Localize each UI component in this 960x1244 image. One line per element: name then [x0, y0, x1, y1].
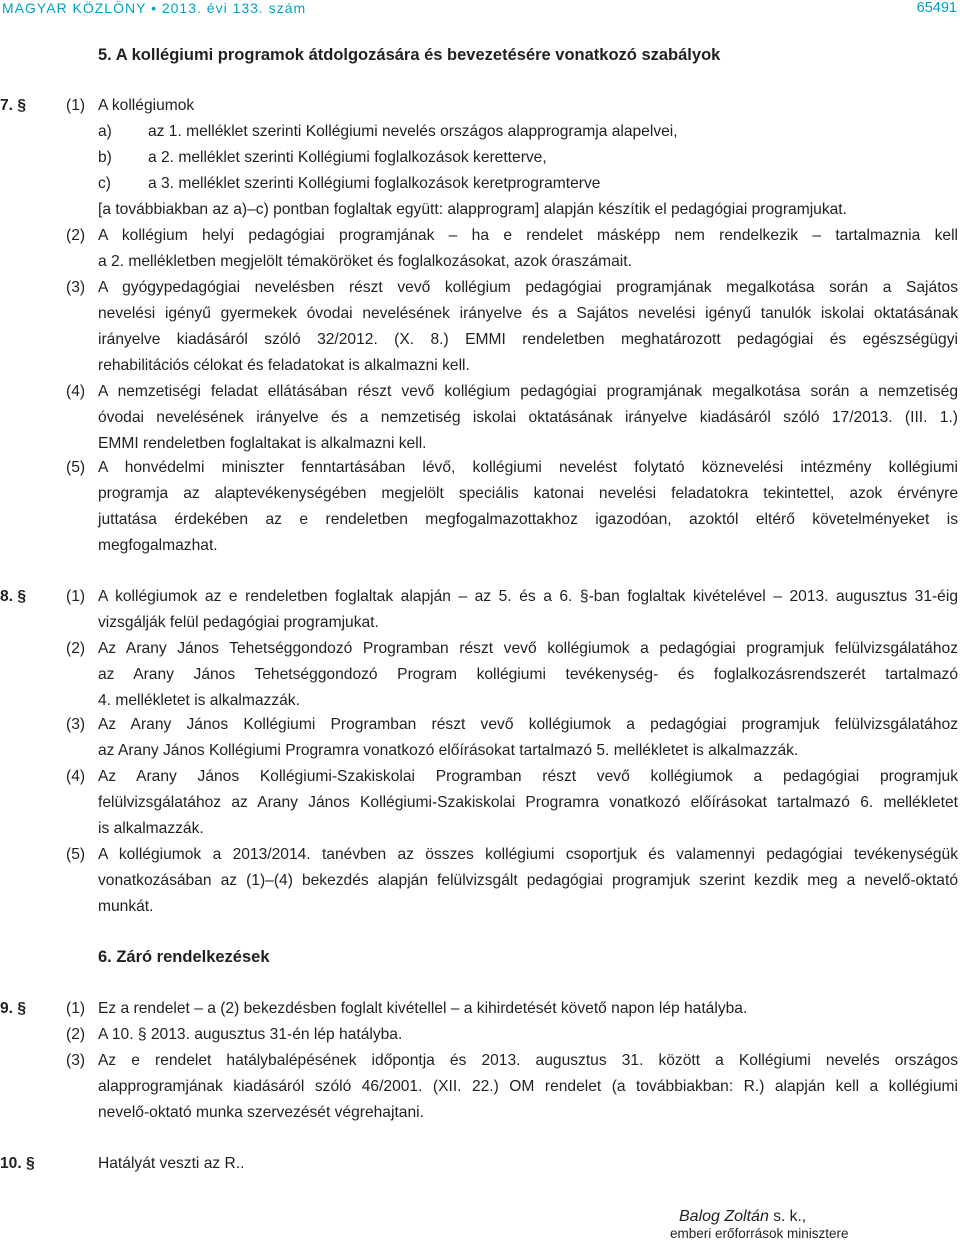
paragraph-number: 7. §	[0, 97, 27, 114]
text-line: az Arany János Tehetséggondozó Program kollégiumi tevékenység- és foglalkozásrendszerét tartalmazó	[98, 666, 958, 683]
subsection-label: (3)	[66, 1052, 86, 1069]
text-line: Az e rendelet hatálybalépésének időpontja és 2013. augusztus 31. között a Kollégiumi nevelés országos	[98, 1052, 958, 1069]
paragraph-number: 8. §	[0, 588, 27, 605]
text-line: A kollégiumok a 2013/2014. tanévben az összes kollégiumi csoportjuk és valamennyi pedagógiai tevékenységük	[98, 846, 958, 863]
subsection-label: (1)	[66, 588, 86, 605]
signatory-name: Balog Zoltán	[679, 1208, 769, 1225]
subsection-label: (3)	[66, 279, 86, 296]
text-line: a 2. mellékletben megjelölt témaköröket és foglalkozásokat, azok óraszámait.	[98, 253, 632, 270]
text-line: A kollégiumok az e rendeletben foglaltak alapján – az 5. és a 6. §-ban foglaltak kivételével – 2013. augusztus 31-éig	[98, 588, 958, 605]
point-label: a)	[98, 123, 112, 140]
subsection-label: (3)	[66, 716, 86, 733]
text-line: vonatkozásában az (1)–(4) bekezdés alapján felülvizsgált pedagógiai programjuk szerint kezdik meg a nevelő-oktató	[98, 872, 958, 889]
text-line: EMMI rendeletben foglaltakat is alkalmazni kell.	[98, 435, 427, 452]
section-heading-6: 6. Záró rendelkezések	[98, 948, 270, 966]
subsection-label: (1)	[66, 97, 86, 114]
text-line: A gyógypedagógiai nevelésben részt vevő kollégium pedagógiai programjának megalkotása során a Sajátos	[98, 279, 958, 296]
point-text: a 3. melléklet szerinti Kollégiumi foglalkozások keretprogramterve	[148, 175, 601, 192]
text-line: rehabilitációs célokat és feladatokat is alkalmazni kell.	[98, 357, 470, 374]
text-line: vizsgálják felül pedagógiai programjukat.	[98, 614, 379, 631]
text-line: nevelő-oktató munka szervezését végrehajtani.	[98, 1104, 424, 1121]
signature-suffix: s. k.,	[773, 1208, 807, 1225]
text-line: munkát.	[98, 898, 154, 915]
text-line: Hatályát veszti az R..	[98, 1155, 245, 1172]
text-line: Az Arany János Tehetséggondozó Programban részt vevő kollégiumok a pedagógiai programjuk felülvizsgálatához	[98, 640, 958, 657]
point-text: a 2. melléklet szerinti Kollégiumi foglalkozások keretterve,	[148, 149, 547, 166]
text-line: Ez a rendelet – a (2) bekezdésben foglalt kivétellel – a kihirdetését követő napon lép hatályba.	[98, 1000, 748, 1017]
section-heading-5: 5. A kollégiumi programok átdolgozására és bevezetésére vonatkozó szabályok	[98, 46, 721, 64]
subsection-label: (5)	[66, 459, 86, 476]
point-label: c)	[98, 175, 111, 192]
subsection-label: (2)	[66, 1026, 86, 1043]
text-line: Az Arany János Kollégiumi Programban részt vevő kollégiumok a pedagógiai programjuk felülvizsgálatához	[98, 716, 958, 733]
paragraph-number: 10. §	[0, 1155, 35, 1172]
text-line: is alkalmazzák.	[98, 820, 204, 837]
text-line: programja az alaptevékenységében megjelölt speciális katonai nevelési feladatokra tekintettel, azok érvényre	[98, 485, 958, 502]
subsection-label: (1)	[66, 1000, 86, 1017]
text-line: A 10. § 2013. augusztus 31-én lép hatályba.	[98, 1026, 403, 1043]
subsection-text: A kollégiumok	[98, 97, 195, 114]
text-line: felülvizsgálatához az Arany János Kollégiumi-Szakiskolai Programra vonatkozó előírásokat tartalmazó 6. mellékletet	[98, 794, 958, 811]
paragraph-number: 9. §	[0, 1000, 27, 1017]
point-text: az 1. melléklet szerinti Kollégiumi nevelés országos alapprogramja alapelvei,	[148, 123, 678, 140]
text-line: A honvédelmi miniszter fenntartásában lévő, kollégiumi nevelést folytató köznevelési intézmény kollégiumi	[98, 459, 958, 476]
subsection-text: [a továbbiakban az a)–c) pontban foglaltak együtt: alapprogram] alapján készítik el pedagógiai programjukat.	[98, 201, 847, 218]
page-number: 65491	[916, 0, 957, 16]
text-line: óvodai nevelésének irányelve és a nemzetiség iskolai oktatásának irányelve kiadásáról szóló 17/2013. (III. 1.)	[98, 409, 958, 426]
text-line: az Arany János Kollégiumi Programra vonatkozó előírásokat tartalmazó 5. mellékletet is alkalmazzák.	[98, 742, 799, 759]
text-line: megfogalmazhat.	[98, 537, 218, 554]
journal-title: MAGYAR KÖZLÖNY • 2013. évi 133. szám	[2, 0, 307, 16]
signatory-title: emberi erőforrások minisztere	[670, 1226, 849, 1241]
page-header	[0, 0, 960, 22]
subsection-label: (4)	[66, 383, 86, 400]
text-line: A nemzetiségi feladat ellátásában részt vevő kollégium pedagógiai programjának megalkotása során a nemzetiség	[98, 383, 958, 400]
subsection-label: (2)	[66, 640, 86, 657]
text-line: alapprogramjának kiadásáról szóló 46/2001. (XII. 22.) OM rendelet (a továbbiakban: R.) alapján kell a kollégiumi	[98, 1078, 958, 1095]
text-line: Az Arany János Kollégiumi-Szakiskolai Programban részt vevő kollégiumok a pedagógiai programjuk	[98, 768, 958, 785]
subsection-label: (4)	[66, 768, 86, 785]
text-line: 4. mellékletet is alkalmazzák.	[98, 692, 300, 709]
text-line: nevelési igényű gyermekek óvodai nevelésének irányelve és a Sajátos nevelési igényű tanulók iskolai oktatásának	[98, 305, 958, 322]
text-line: irányelve kiadásáról szóló 32/2012. (X. 8.) EMMI rendeletben meghatározott pedagógiai és egészségügyi	[98, 331, 958, 348]
point-label: b)	[98, 149, 112, 166]
subsection-label: (2)	[66, 227, 86, 244]
text-line: A kollégium helyi pedagógiai programjának – ha e rendelet másképp nem rendelkezik – tartalmaznia kell	[98, 227, 958, 244]
text-line: juttatása érdekében az e rendeletben megfogalmazottakhoz igazodóan, azoktól eltérő követelményeket is	[98, 511, 958, 528]
subsection-label: (5)	[66, 846, 86, 863]
